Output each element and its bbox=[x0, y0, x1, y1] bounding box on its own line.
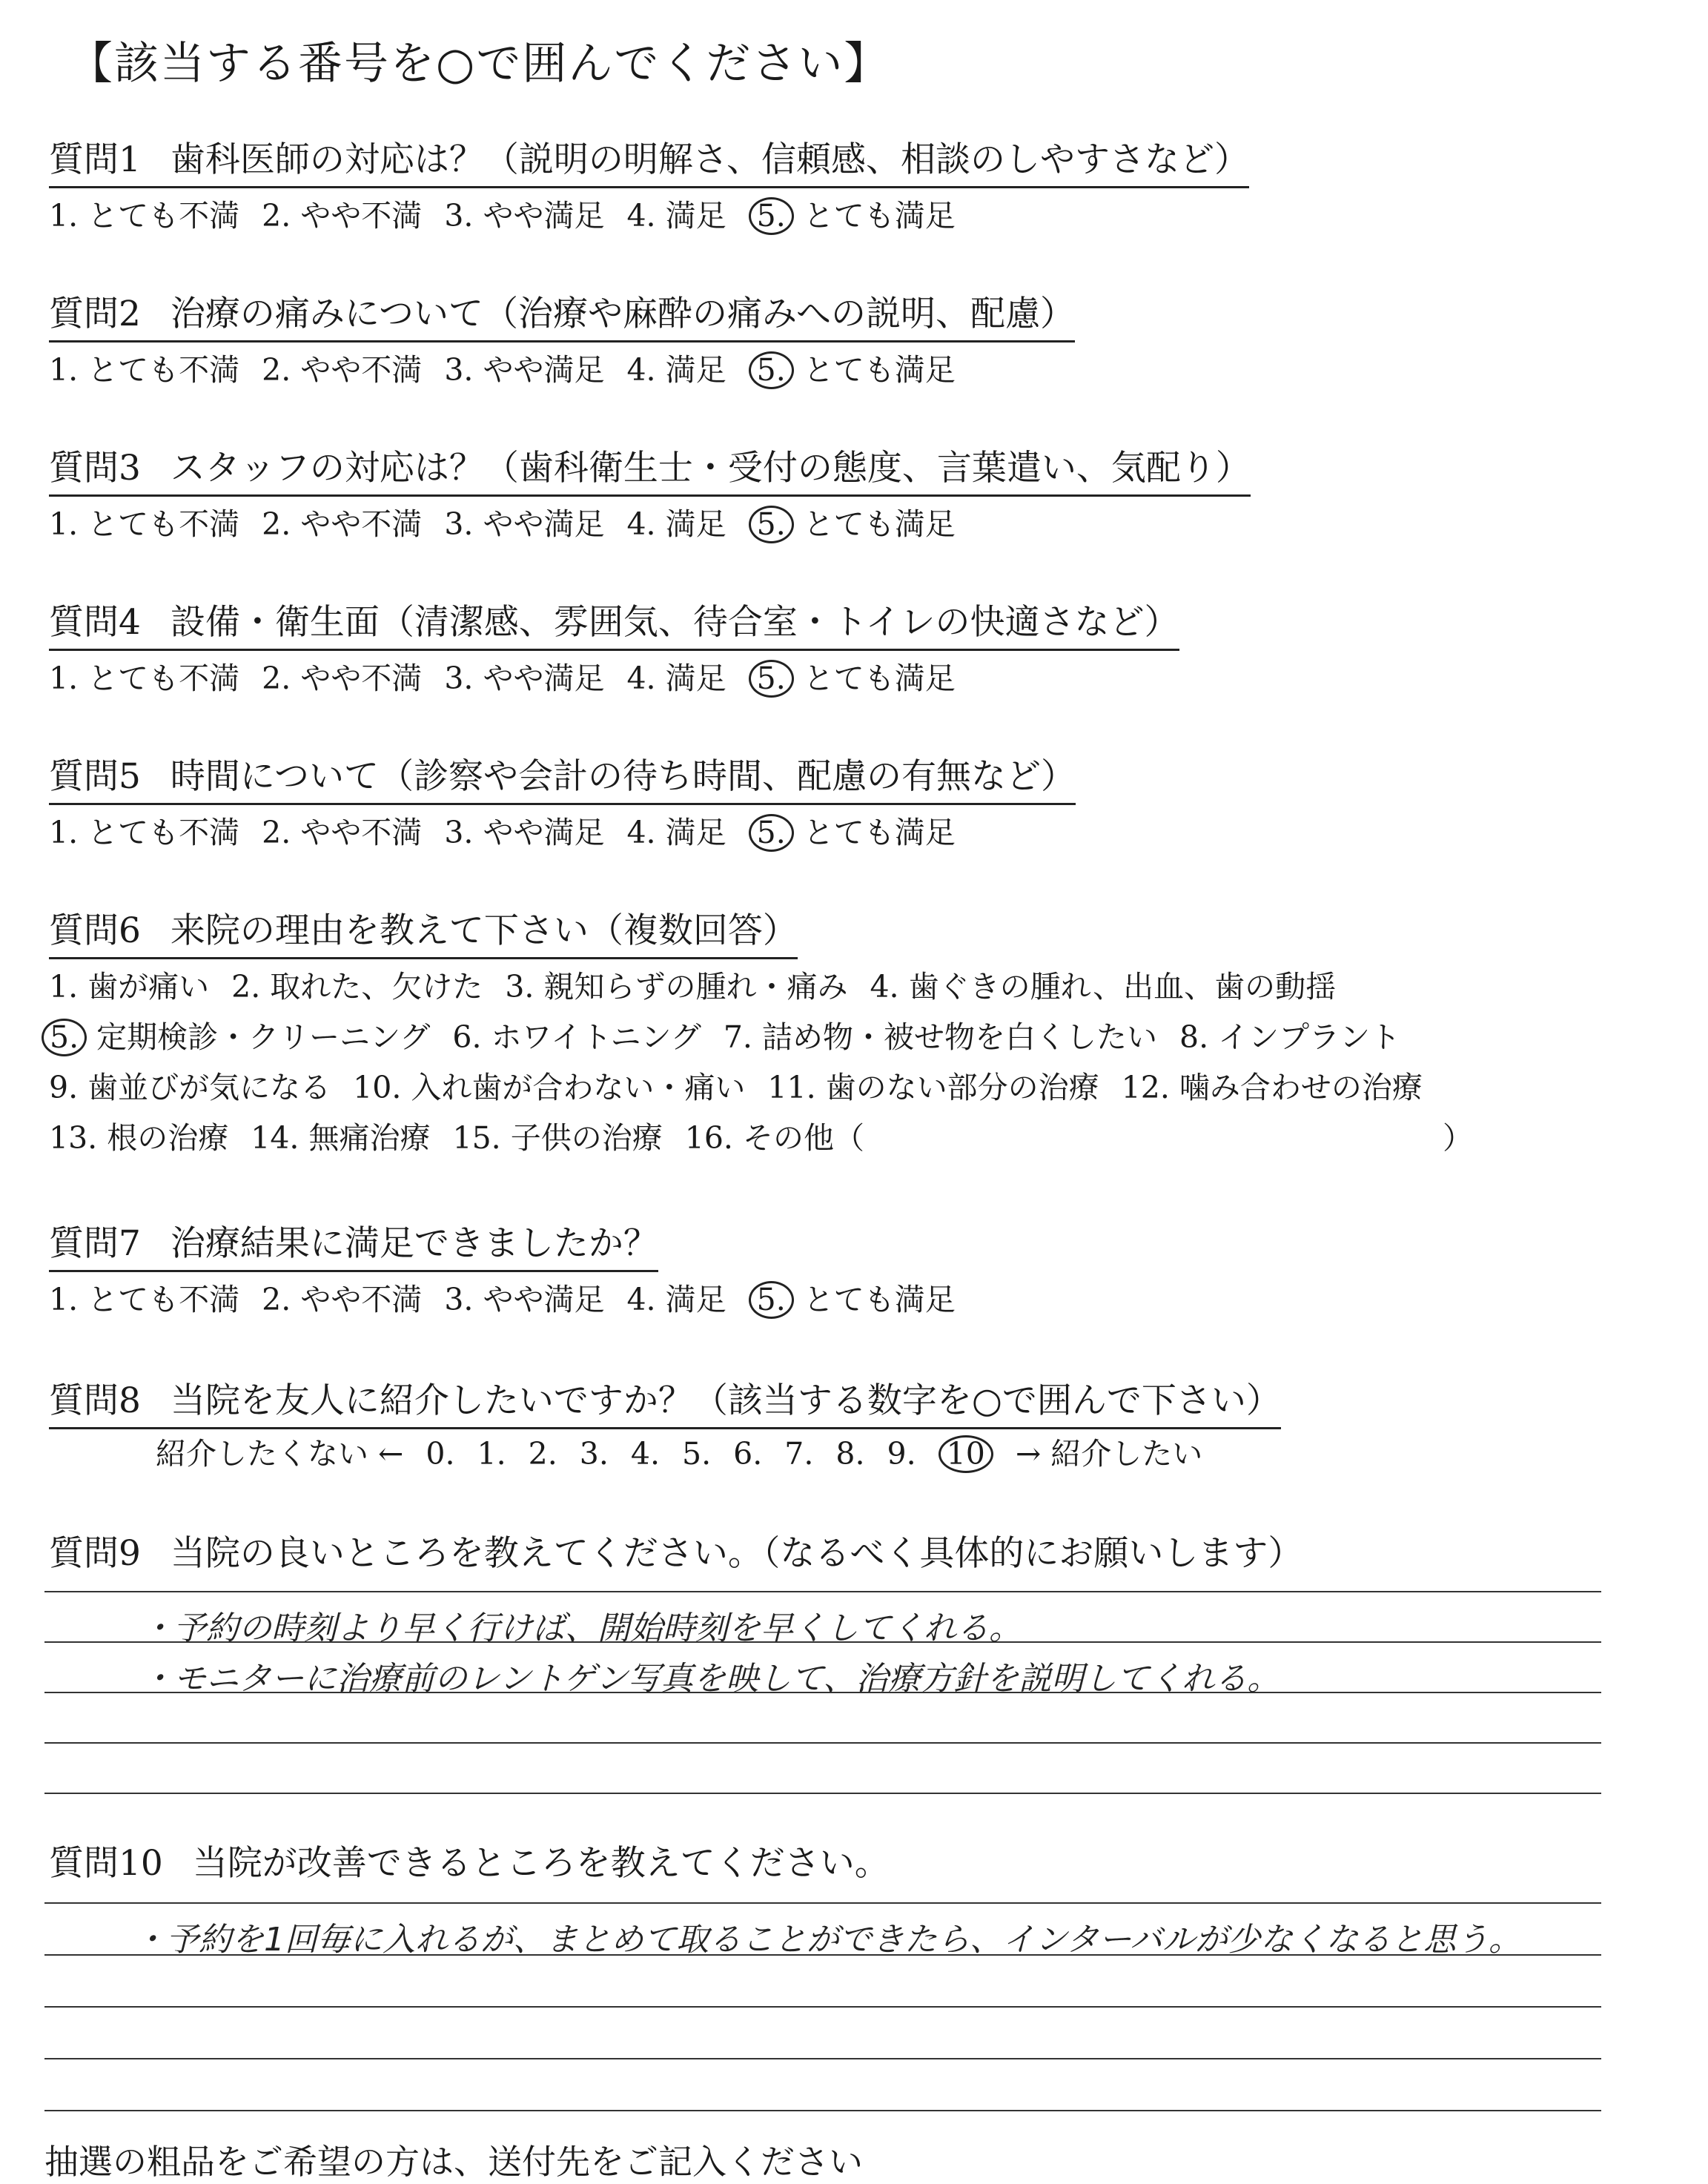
reason-other-close: ） bbox=[1443, 1120, 1473, 1156]
reason-option[interactable]: 10. 入れ歯が合わない・痛い bbox=[353, 1070, 746, 1105]
option-5-selected[interactable]: 5. bbox=[749, 197, 794, 235]
scale-5[interactable]: 5. bbox=[682, 1436, 712, 1472]
scale-9[interactable]: 9. bbox=[887, 1436, 916, 1472]
rating-options-q2 bbox=[49, 345, 956, 389]
option-2[interactable]: 2. やや不満 bbox=[262, 198, 423, 234]
reason-option[interactable]: 12. 噛み合わせの治療 bbox=[1121, 1070, 1423, 1105]
reason-option[interactable]: 11. 歯のない部分の治療 bbox=[767, 1070, 1099, 1105]
scale-left-label: 紹介したくない ← bbox=[156, 1436, 404, 1472]
handwritten-answer: ・予約を1回毎に入れるが、まとめて取ることができたら、インターバルが少なくなると思う。 bbox=[133, 1921, 1522, 1959]
survey-header: 【該当する番号を○で囲んでください】 bbox=[68, 38, 890, 90]
scale-right-label: → 紹介したい bbox=[1015, 1436, 1203, 1472]
answer-line bbox=[44, 2006, 1601, 2008]
question-8 bbox=[49, 1373, 1281, 1429]
question-number: 質問4 bbox=[49, 602, 141, 643]
reason-row-2 bbox=[42, 1013, 1423, 1056]
option-1[interactable]: 1. とても不満 bbox=[49, 506, 240, 542]
question-number: 質問2 bbox=[49, 294, 141, 334]
rating-options-q5 bbox=[49, 808, 956, 852]
footer-note: 抽選の粗品をご希望の方は、送付先をご記入ください bbox=[44, 2142, 863, 2182]
option-4[interactable]: 4. 満足 bbox=[626, 661, 726, 696]
option-2[interactable]: 2. やや不満 bbox=[262, 352, 423, 388]
question-number: 質問6 bbox=[49, 910, 141, 951]
scale-6[interactable]: 6. bbox=[733, 1436, 763, 1472]
option-5-selected[interactable]: 5. bbox=[749, 351, 794, 389]
scale-3[interactable]: 3. bbox=[579, 1436, 609, 1472]
answer-line bbox=[44, 2110, 1601, 2111]
reason-row-3 bbox=[49, 1063, 1445, 1107]
answer-line bbox=[44, 1902, 1601, 1904]
question-text: 歯科医師の対応は？（説明の明解さ、信頼感、相談のしやすさなど） bbox=[170, 139, 1250, 180]
question-2 bbox=[49, 286, 1075, 343]
scale-2[interactable]: 2. bbox=[528, 1436, 557, 1472]
option-5-selected[interactable]: 5. bbox=[749, 814, 794, 852]
scale-10-selected[interactable]: 10 bbox=[939, 1435, 993, 1473]
reason-option[interactable]: 1. 歯が痛い bbox=[49, 969, 210, 1005]
question-number: 質問9 bbox=[49, 1533, 141, 1574]
scale-1[interactable]: 1. bbox=[477, 1436, 506, 1472]
rating-options-q4 bbox=[49, 654, 956, 698]
question-text: 治療の痛みについて（治療や麻酔の痛みへの説明、配慮） bbox=[170, 294, 1076, 334]
rating-options-q3 bbox=[49, 500, 956, 543]
reason-row-4 bbox=[49, 1113, 1473, 1157]
reason-option[interactable]: 6. ホワイトニング bbox=[452, 1019, 701, 1055]
question-4 bbox=[49, 595, 1179, 651]
reason-option[interactable]: 8. インプラント bbox=[1179, 1019, 1401, 1055]
option-2[interactable]: 2. やや不満 bbox=[262, 661, 423, 696]
option-5-label: とても満足 bbox=[803, 815, 956, 850]
option-1[interactable]: 1. とても不満 bbox=[49, 198, 240, 234]
question-text: 当院を友人に紹介したいですか？（該当する数字を○で囲んで下さい） bbox=[170, 1380, 1281, 1421]
answer-line bbox=[44, 1742, 1601, 1744]
question-number: 質問7 bbox=[49, 1223, 141, 1264]
question-5 bbox=[49, 749, 1076, 805]
option-4[interactable]: 4. 満足 bbox=[626, 198, 726, 234]
rating-options-q7 bbox=[49, 1275, 956, 1319]
question-text: 当院の良いところを教えてください。（なるべく具体的にお願いします） bbox=[170, 1533, 1303, 1574]
answer-line bbox=[44, 1591, 1601, 1592]
question-text: 来院の理由を教えて下さい（複数回答） bbox=[170, 910, 798, 951]
option-3[interactable]: 3. やや満足 bbox=[444, 815, 605, 850]
question-number: 質問5 bbox=[49, 756, 141, 797]
question-number: 質問1 bbox=[49, 139, 141, 180]
option-3[interactable]: 3. やや満足 bbox=[444, 198, 605, 234]
question-text: 当院が改善できるところを教えてください。 bbox=[192, 1843, 890, 1884]
handwritten-answer: ・予約の時刻より早く行けば、開始時刻を早くしてくれる。 bbox=[141, 1609, 1022, 1647]
question-text: 時間について（診察や会計の待ち時間、配慮の有無など） bbox=[170, 756, 1076, 797]
option-4[interactable]: 4. 満足 bbox=[626, 352, 726, 388]
option-5-label: とても満足 bbox=[803, 661, 956, 696]
question-text: 治療結果に満足できましたか？ bbox=[170, 1223, 658, 1264]
reason-row-1 bbox=[49, 962, 1358, 1006]
reason-option-5-selected[interactable]: 5. bbox=[42, 1019, 87, 1056]
reason-option[interactable]: 9. 歯並びが気になる bbox=[49, 1070, 331, 1105]
option-5-label: とても満足 bbox=[803, 506, 956, 542]
option-1[interactable]: 1. とても不満 bbox=[49, 815, 240, 850]
option-4[interactable]: 4. 満足 bbox=[626, 815, 726, 850]
scale-4[interactable]: 4. bbox=[630, 1436, 661, 1472]
option-5-label: とても満足 bbox=[803, 1282, 956, 1317]
option-3[interactable]: 3. やや満足 bbox=[444, 661, 605, 696]
reason-option[interactable]: 3. 親知らずの腫れ・痛み bbox=[505, 969, 848, 1005]
option-1[interactable]: 1. とても不満 bbox=[49, 352, 240, 388]
option-3[interactable]: 3. やや満足 bbox=[444, 1282, 605, 1317]
reason-option[interactable]: 13. 根の治療 bbox=[49, 1120, 229, 1156]
question-3 bbox=[49, 440, 1251, 497]
question-7 bbox=[49, 1216, 658, 1272]
reason-option[interactable]: 4. 歯ぐきの腫れ、出血、歯の動揺 bbox=[870, 969, 1337, 1005]
answer-line bbox=[44, 1793, 1601, 1794]
reason-option-5-label: 定期検診・クリーニング bbox=[96, 1019, 431, 1055]
option-4[interactable]: 4. 満足 bbox=[626, 1282, 726, 1317]
option-1[interactable]: 1. とても不満 bbox=[49, 661, 240, 696]
recommend-scale bbox=[156, 1429, 1225, 1473]
question-1 bbox=[49, 132, 1249, 188]
option-5-selected[interactable]: 5. bbox=[749, 1281, 794, 1319]
option-4[interactable]: 4. 満足 bbox=[626, 506, 726, 542]
answer-line bbox=[44, 2058, 1601, 2059]
question-9 bbox=[49, 1526, 1302, 1575]
scale-7[interactable]: 7. bbox=[784, 1436, 814, 1472]
question-10 bbox=[49, 1836, 890, 1885]
option-2[interactable]: 2. やや不満 bbox=[262, 815, 423, 850]
question-number: 質問8 bbox=[49, 1380, 141, 1421]
option-3[interactable]: 3. やや満足 bbox=[444, 352, 605, 388]
reason-option[interactable]: 2. 取れた、欠けた bbox=[231, 969, 483, 1005]
reason-other-open[interactable]: 16. その他（ bbox=[684, 1120, 864, 1156]
reason-option[interactable]: 14. 無痛治療 bbox=[251, 1120, 431, 1156]
option-5-label: とても満足 bbox=[803, 352, 956, 388]
option-5-selected[interactable]: 5. bbox=[749, 660, 794, 698]
option-1[interactable]: 1. とても不満 bbox=[49, 1282, 240, 1317]
question-number: 質問3 bbox=[49, 448, 141, 489]
option-5-label: とても満足 bbox=[803, 198, 956, 234]
option-3[interactable]: 3. やや満足 bbox=[444, 506, 605, 542]
option-2[interactable]: 2. やや不満 bbox=[262, 506, 423, 542]
reason-option[interactable]: 7. 詰め物・被せ物を白くしたい bbox=[723, 1019, 1157, 1055]
option-5-selected[interactable]: 5. bbox=[749, 506, 794, 543]
question-number: 質問10 bbox=[49, 1843, 163, 1884]
option-2[interactable]: 2. やや不満 bbox=[262, 1282, 423, 1317]
question-6 bbox=[49, 903, 798, 959]
rating-options-q1 bbox=[49, 191, 956, 235]
handwritten-answer: ・モニターに治療前のレントゲン写真を映して、治療方針を説明してくれる。 bbox=[141, 1660, 1280, 1698]
scale-8[interactable]: 8. bbox=[835, 1436, 865, 1472]
question-text: 設備・衛生面（清潔感、雰囲気、待合室・トイレの快適さなど） bbox=[170, 602, 1179, 643]
question-text: スタッフの対応は？（歯科衛生士・受付の態度、言葉遣い、気配り） bbox=[170, 448, 1251, 489]
scale-0[interactable]: 0. bbox=[426, 1436, 455, 1472]
reason-option[interactable]: 15. 子供の治療 bbox=[452, 1120, 663, 1156]
